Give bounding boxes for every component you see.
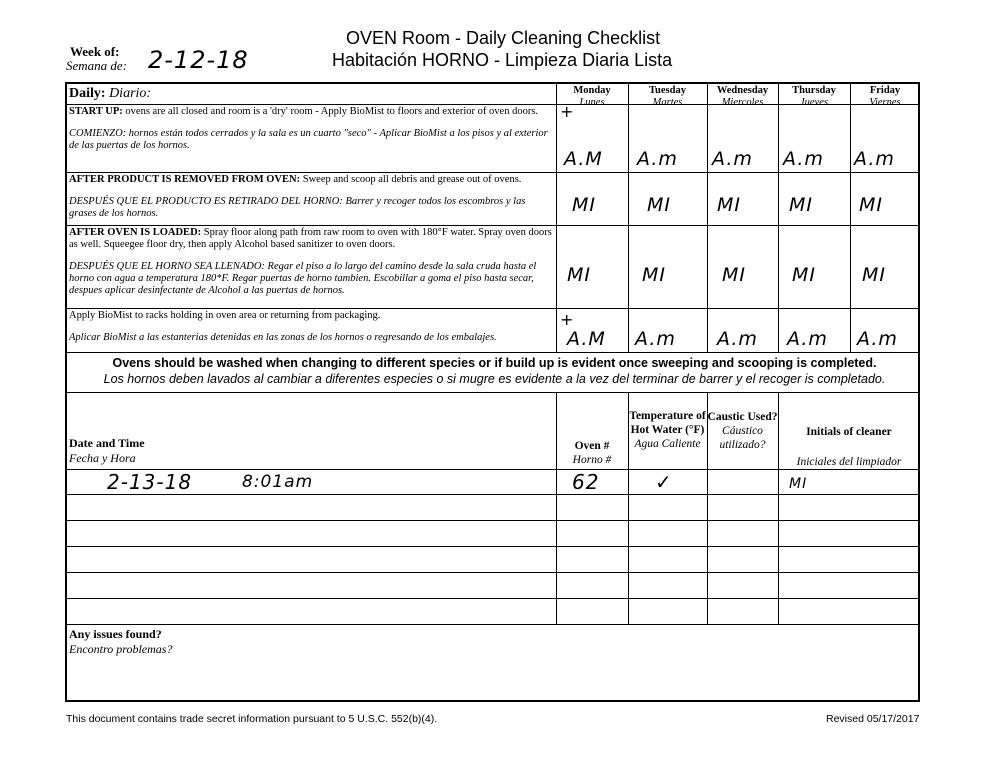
- mark-cell: A.M: [564, 148, 603, 170]
- week-of-value: 2-12-18: [148, 46, 249, 74]
- mark-cell: MI: [789, 194, 813, 216]
- check-icon: ✓: [655, 472, 672, 494]
- day-header-friday: [850, 85, 920, 109]
- daily-label-en: Daily:: [69, 86, 106, 101]
- mark-cell: MI: [572, 194, 596, 216]
- task-text: Sweep and scoop all debris and grease out of ovens.: [300, 174, 522, 185]
- task-text: ovens are all closed and room is a 'dry' room - Apply BioMist to floors and exterior of oven doors.: [122, 106, 539, 117]
- task-after-loaded: [69, 227, 553, 297]
- task-text-es: DESPUÉS QUE EL HORNO SEA LLENADO: Regar el piso a lo largo del camino desde la sala cruda hasta el horno con agua a temperatura 180*F. Regar puertas de horno tambien. Escobillar a goma el piso hasta secar, despues aplicar desinfectante de Alcohol a las puertas de hornos.: [69, 261, 537, 296]
- daily-label: [69, 86, 151, 102]
- col-caustic-es: Cáustico utilizado?: [719, 425, 766, 451]
- issues-label-en: Any issues found?: [69, 627, 162, 641]
- mark-cell: MI: [647, 194, 671, 216]
- task-text-es: COMIENZO: hornos están todos cerrados y la sala es un cuarto "seco" - Aplicar BioMist a los pisos y al exterior de las puertas de los hornos.: [69, 128, 548, 151]
- week-of-label: Week of:: [70, 44, 120, 59]
- day-en: Tuesday: [649, 85, 686, 96]
- footer-revised: Revised 05/17/2017: [826, 713, 920, 725]
- day-en: Thursday: [792, 85, 836, 96]
- title-spanish: Habitación HORNO - Limpieza Diaria Lista: [332, 50, 673, 70]
- col-temp-en: Temperature of Hot Water (°F): [629, 410, 706, 436]
- task-text: Spray floor along path from raw room to oven with 180°F water. Spray oven doors as well. Squeegee floor dry, then apply Alcohol based sanitizer to oven doors.: [69, 227, 552, 250]
- checklist-table: [65, 82, 920, 702]
- day-es: Martes: [652, 97, 683, 108]
- col-caustic-en: Caustic Used?: [707, 411, 778, 423]
- task-racks: [69, 310, 553, 344]
- day-en: Friday: [869, 85, 901, 96]
- log-header-oven: [556, 439, 628, 467]
- mark-cell: A.m: [857, 328, 898, 350]
- col-oven-en: Oven #: [574, 440, 610, 452]
- day-es: Lunes: [579, 97, 605, 108]
- task-after-removed: [69, 174, 553, 220]
- log-row-date: 2-13-18: [107, 470, 193, 494]
- mark-cell: A.m: [637, 148, 678, 170]
- task-text-es: Aplicar BioMist a las estanterias detenidas en las zonas de los hornos o regresando de los embalajes.: [69, 332, 497, 343]
- week-of-label-spanish: Semana de:: [66, 58, 128, 73]
- mark-cell: A.m: [787, 328, 828, 350]
- issues-label: [69, 627, 172, 657]
- col-oven-es: Horno #: [572, 454, 612, 466]
- log-row-time: 8:01am: [242, 472, 314, 492]
- plus-mark: +: [560, 310, 575, 329]
- col-initials-es: Iniciales del limpiador: [796, 456, 902, 468]
- plus-mark: +: [560, 102, 575, 121]
- task-bold: START UP:: [69, 106, 123, 117]
- log-row-oven: 62: [572, 470, 600, 494]
- col-date-en: Date and Time: [69, 436, 145, 450]
- task-text-es: DESPUÉS QUE EL PRODUCTO ES RETIRADO DEL HORNO: Barrer y recoger todos los escombros y las grases de los hornos.: [69, 196, 526, 219]
- footer-notice: This document contains trade secret information pursuant to 5 U.S.C. 552(b)(4).: [66, 713, 438, 725]
- day-es: Miercoles: [721, 97, 764, 108]
- day-header-tuesday: [628, 85, 707, 109]
- task-bold: AFTER OVEN IS LOADED:: [69, 227, 202, 238]
- log-header-caustic: [707, 410, 778, 452]
- mark-cell: MI: [722, 264, 746, 286]
- col-date-es: Fecha y Hora: [69, 451, 136, 465]
- mark-cell: A.m: [712, 148, 753, 170]
- issues-label-es: Encontro problemas?: [69, 642, 173, 656]
- mark-cell: A.M: [567, 328, 606, 350]
- washing-note-es: Los hornos deben lavados al cambiar a diferentes especies o si mugre es evidente a la vez del terminar de barrer y el recoger is completado.: [103, 372, 886, 386]
- task-bold: AFTER PRODUCT IS REMOVED FROM OVEN:: [69, 174, 301, 185]
- task-text: Apply BioMist to racks holding in oven area or returning from packaging.: [69, 310, 381, 321]
- day-en: Wednesday: [716, 85, 769, 96]
- mark-cell: A.m: [635, 328, 676, 350]
- title-english: OVEN Room - Daily Cleaning Checklist: [346, 28, 661, 48]
- mark-cell: MI: [567, 264, 591, 286]
- mark-cell: A.m: [717, 328, 758, 350]
- day-es: Viernes: [869, 97, 901, 108]
- day-header-thursday: [778, 85, 850, 109]
- log-header-initials: [778, 425, 920, 469]
- mark-cell: MI: [862, 264, 886, 286]
- mark-cell: A.m: [783, 148, 824, 170]
- log-header-date: [69, 436, 145, 466]
- mark-cell: A.m: [854, 148, 895, 170]
- col-temp-es: Agua Caliente: [634, 438, 701, 450]
- mark-cell: MI: [642, 264, 666, 286]
- log-header-temp: [628, 409, 707, 451]
- day-en: Monday: [573, 85, 611, 96]
- task-startup: [69, 106, 553, 152]
- mark-cell: MI: [859, 194, 883, 216]
- col-initials-en: Initials of cleaner: [806, 426, 892, 438]
- daily-label-es: Diario:: [109, 86, 152, 101]
- washing-note-en: Ovens should be washed when changing to different species or if build up is evident once sweeping and scooping is completed.: [112, 356, 877, 370]
- day-es: Jueves: [800, 97, 828, 108]
- log-row-initials: MI: [789, 476, 808, 492]
- mark-cell: MI: [717, 194, 741, 216]
- mark-cell: MI: [792, 264, 816, 286]
- day-header-wednesday: [707, 85, 778, 109]
